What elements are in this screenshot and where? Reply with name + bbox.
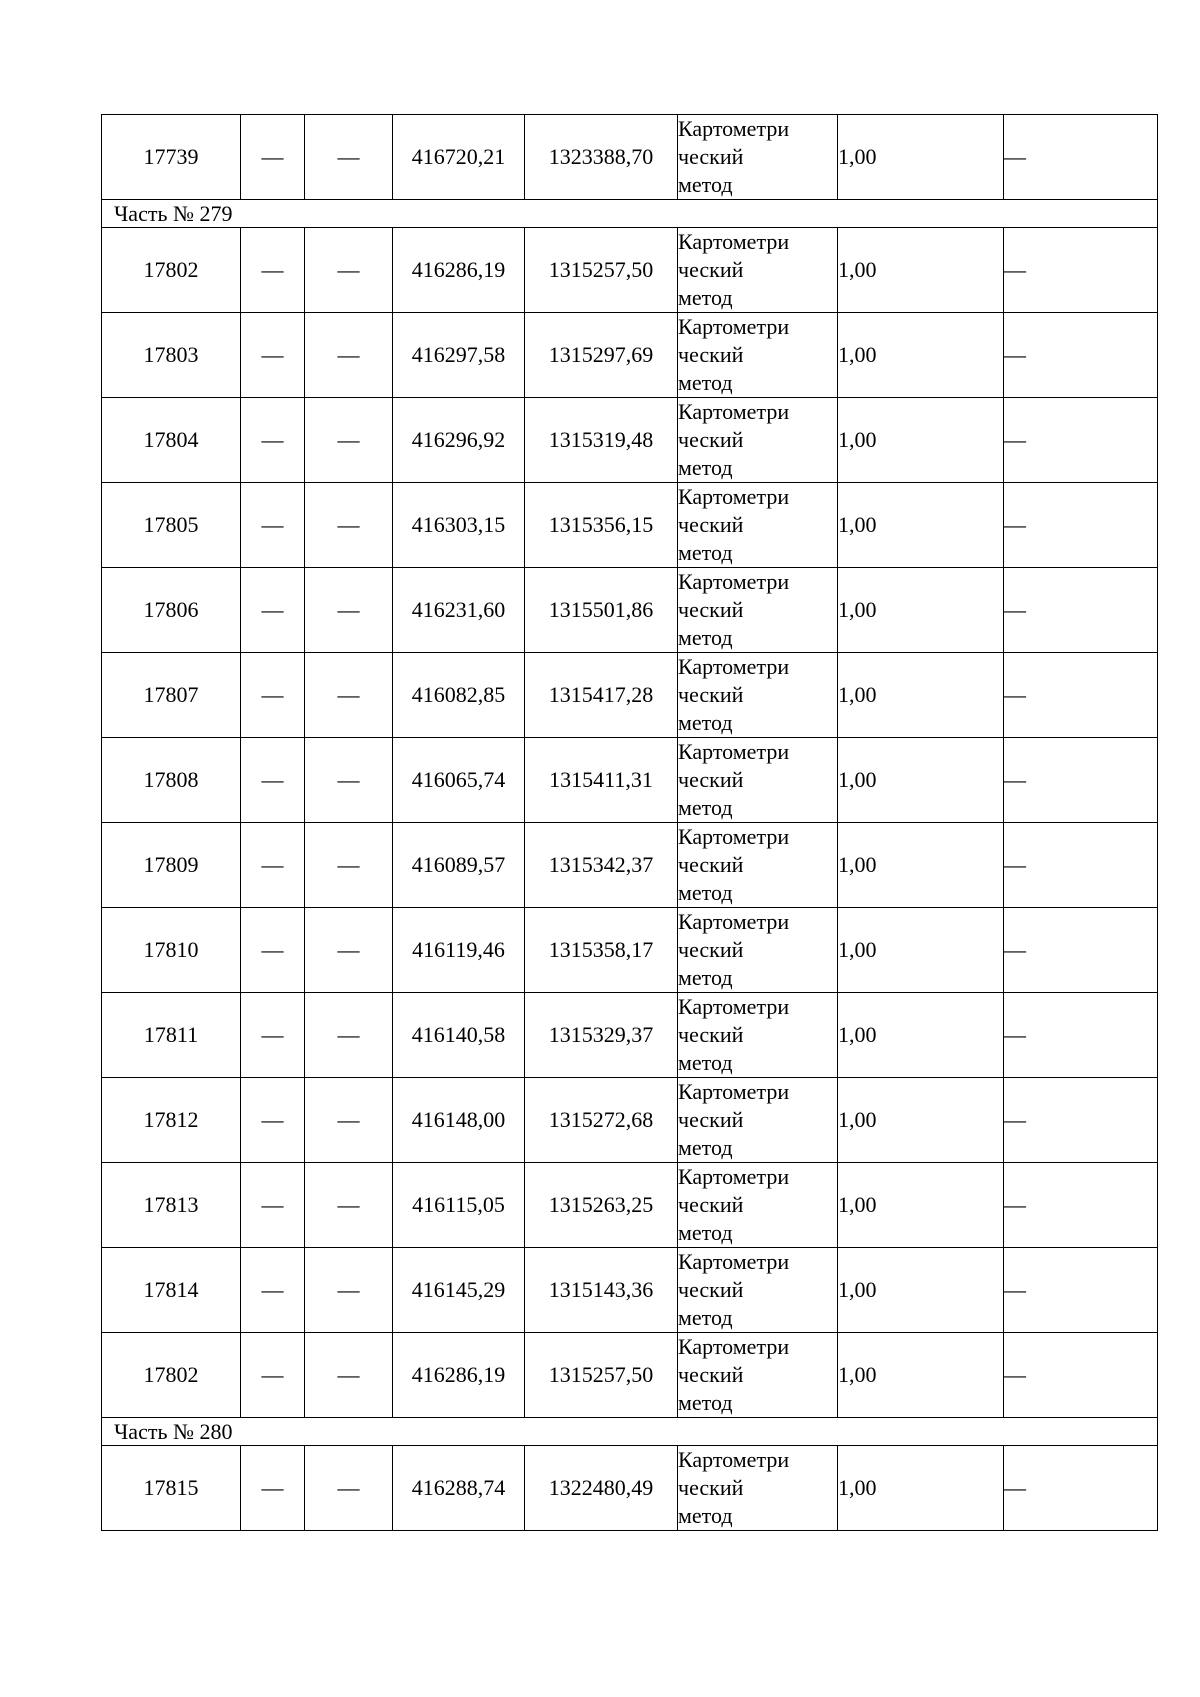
table-row — [102, 908, 1158, 993]
x-coordinate-cell: 416297,58 — [393, 313, 525, 398]
description-cell: — — [1004, 1333, 1158, 1418]
x-coordinate-cell: 416288,74 — [393, 1446, 525, 1531]
method-text-line: метод — [678, 965, 733, 990]
description-cell: — — [1004, 908, 1158, 993]
accuracy-cell: 1,00 — [838, 908, 1004, 993]
method-text-line: Картометри — [678, 654, 790, 679]
old-y-cell: — — [305, 653, 393, 738]
accuracy-cell: 1,00 — [838, 398, 1004, 483]
old-x-cell: — — [241, 568, 305, 653]
method-text-line: ческий — [678, 1107, 744, 1132]
method-text-line: Картометри — [678, 399, 790, 424]
method-text-line: метод — [678, 880, 733, 905]
accuracy-cell: 1,00 — [838, 1248, 1004, 1333]
old-y-cell: — — [305, 313, 393, 398]
point-number-cell: 17805 — [102, 483, 241, 568]
method-text-line: Картометри — [678, 994, 790, 1019]
y-coordinate-cell: 1323388,70 — [525, 115, 678, 200]
method-text-line: ческий — [678, 767, 744, 792]
method-cell — [678, 1446, 838, 1531]
method-cell — [678, 398, 838, 483]
method-text-line: ческий — [678, 852, 744, 877]
part-label: Часть № 279 — [102, 200, 1158, 228]
old-x-cell: — — [241, 653, 305, 738]
accuracy-cell: 1,00 — [838, 993, 1004, 1078]
point-number-cell: 17811 — [102, 993, 241, 1078]
old-x-cell: — — [241, 1333, 305, 1418]
method-text-line: Картометри — [678, 909, 790, 934]
table-row — [102, 1248, 1158, 1333]
method-text-line: метод — [678, 625, 733, 650]
method-cell — [678, 823, 838, 908]
table-row — [102, 823, 1158, 908]
method-cell — [678, 653, 838, 738]
x-coordinate-cell: 416286,19 — [393, 228, 525, 313]
method-text-line: Картометри — [678, 739, 790, 764]
x-coordinate-cell: 416286,19 — [393, 1333, 525, 1418]
description-cell: — — [1004, 483, 1158, 568]
method-text-line: Картометри — [678, 116, 790, 141]
accuracy-cell: 1,00 — [838, 823, 1004, 908]
old-x-cell: — — [241, 398, 305, 483]
method-text-line: метод — [678, 1135, 733, 1160]
old-y-cell: — — [305, 1333, 393, 1418]
method-text-line: метод — [678, 1050, 733, 1075]
x-coordinate-cell: 416148,00 — [393, 1078, 525, 1163]
point-number-cell: 17739 — [102, 115, 241, 200]
point-number-cell: 17807 — [102, 653, 241, 738]
x-coordinate-cell: 416140,58 — [393, 993, 525, 1078]
old-x-cell: — — [241, 228, 305, 313]
table-row — [102, 228, 1158, 313]
old-y-cell: — — [305, 738, 393, 823]
method-cell — [678, 568, 838, 653]
method-text-line: Картометри — [678, 1249, 790, 1274]
accuracy-cell: 1,00 — [838, 1446, 1004, 1531]
accuracy-cell: 1,00 — [838, 1078, 1004, 1163]
point-number-cell: 17806 — [102, 568, 241, 653]
x-coordinate-cell: 416303,15 — [393, 483, 525, 568]
method-text-line: ческий — [678, 257, 744, 282]
method-cell — [678, 1078, 838, 1163]
table-row — [102, 1163, 1158, 1248]
accuracy-cell: 1,00 — [838, 115, 1004, 200]
old-x-cell: — — [241, 823, 305, 908]
point-number-cell: 17809 — [102, 823, 241, 908]
old-x-cell: — — [241, 313, 305, 398]
y-coordinate-cell: 1315501,86 — [525, 568, 678, 653]
description-cell: — — [1004, 738, 1158, 823]
y-coordinate-cell: 1315263,25 — [525, 1163, 678, 1248]
coordinates-table — [101, 114, 1158, 1531]
method-text-line: метод — [678, 795, 733, 820]
accuracy-cell: 1,00 — [838, 483, 1004, 568]
accuracy-cell: 1,00 — [838, 738, 1004, 823]
description-cell: — — [1004, 1446, 1158, 1531]
table-row — [102, 313, 1158, 398]
old-y-cell: — — [305, 568, 393, 653]
y-coordinate-cell: 1315329,37 — [525, 993, 678, 1078]
y-coordinate-cell: 1315257,50 — [525, 228, 678, 313]
old-y-cell: — — [305, 483, 393, 568]
x-coordinate-cell: 416082,85 — [393, 653, 525, 738]
coordinates-table-body — [102, 115, 1158, 1531]
accuracy-cell: 1,00 — [838, 1163, 1004, 1248]
method-text-line: ческий — [678, 512, 744, 537]
point-number-cell: 17804 — [102, 398, 241, 483]
table-row — [102, 115, 1158, 200]
point-number-cell: 17813 — [102, 1163, 241, 1248]
y-coordinate-cell: 1315411,31 — [525, 738, 678, 823]
part-header-row — [102, 200, 1158, 228]
old-y-cell: — — [305, 1446, 393, 1531]
point-number-cell: 17802 — [102, 1333, 241, 1418]
accuracy-cell: 1,00 — [838, 653, 1004, 738]
part-header-row — [102, 1418, 1158, 1446]
method-cell — [678, 993, 838, 1078]
old-y-cell: — — [305, 1248, 393, 1333]
table-row — [102, 993, 1158, 1078]
accuracy-cell: 1,00 — [838, 1333, 1004, 1418]
description-cell: — — [1004, 1163, 1158, 1248]
method-text-line: Картометри — [678, 569, 790, 594]
old-x-cell: — — [241, 1078, 305, 1163]
method-text-line: метод — [678, 370, 733, 395]
description-cell: — — [1004, 313, 1158, 398]
description-cell: — — [1004, 653, 1158, 738]
description-cell: — — [1004, 1248, 1158, 1333]
method-text-line: ческий — [678, 937, 744, 962]
y-coordinate-cell: 1315272,68 — [525, 1078, 678, 1163]
method-text-line: ческий — [678, 1192, 744, 1217]
table-row — [102, 653, 1158, 738]
method-text-line: Картометри — [678, 314, 790, 339]
description-cell: — — [1004, 115, 1158, 200]
table-row — [102, 738, 1158, 823]
old-y-cell: — — [305, 398, 393, 483]
y-coordinate-cell: 1315417,28 — [525, 653, 678, 738]
point-number-cell: 17808 — [102, 738, 241, 823]
point-number-cell: 17803 — [102, 313, 241, 398]
method-text-line: Картометри — [678, 229, 790, 254]
point-number-cell: 17802 — [102, 228, 241, 313]
x-coordinate-cell: 416065,74 — [393, 738, 525, 823]
x-coordinate-cell: 416145,29 — [393, 1248, 525, 1333]
method-text-line: метод — [678, 172, 733, 197]
method-cell — [678, 738, 838, 823]
point-number-cell: 17810 — [102, 908, 241, 993]
old-x-cell: — — [241, 738, 305, 823]
x-coordinate-cell: 416119,46 — [393, 908, 525, 993]
point-number-cell: 17814 — [102, 1248, 241, 1333]
table-row — [102, 1333, 1158, 1418]
method-text-line: ческий — [678, 144, 744, 169]
y-coordinate-cell: 1315257,50 — [525, 1333, 678, 1418]
method-text-line: метод — [678, 1220, 733, 1245]
method-text-line: метод — [678, 540, 733, 565]
y-coordinate-cell: 1315319,48 — [525, 398, 678, 483]
part-label: Часть № 280 — [102, 1418, 1158, 1446]
method-text-line: метод — [678, 285, 733, 310]
method-cell — [678, 313, 838, 398]
method-text-line: метод — [678, 1305, 733, 1330]
old-x-cell: — — [241, 1248, 305, 1333]
accuracy-cell: 1,00 — [838, 568, 1004, 653]
method-text-line: Картометри — [678, 484, 790, 509]
old-x-cell: — — [241, 115, 305, 200]
method-text-line: ческий — [678, 1022, 744, 1047]
method-text-line: ческий — [678, 342, 744, 367]
old-y-cell: — — [305, 115, 393, 200]
method-text-line: метод — [678, 1390, 733, 1415]
point-number-cell: 17812 — [102, 1078, 241, 1163]
old-x-cell: — — [241, 993, 305, 1078]
method-cell — [678, 1333, 838, 1418]
method-cell — [678, 1163, 838, 1248]
method-text-line: Картометри — [678, 1164, 790, 1189]
x-coordinate-cell: 416115,05 — [393, 1163, 525, 1248]
method-text-line: ческий — [678, 597, 744, 622]
table-row — [102, 398, 1158, 483]
y-coordinate-cell: 1315297,69 — [525, 313, 678, 398]
method-cell — [678, 115, 838, 200]
old-y-cell: — — [305, 908, 393, 993]
method-cell — [678, 483, 838, 568]
description-cell: — — [1004, 568, 1158, 653]
method-cell — [678, 228, 838, 313]
method-text-line: Картометри — [678, 1447, 790, 1472]
method-text-line: метод — [678, 1503, 733, 1528]
method-cell — [678, 1248, 838, 1333]
description-cell: — — [1004, 993, 1158, 1078]
description-cell: — — [1004, 228, 1158, 313]
method-text-line: Картометри — [678, 824, 790, 849]
y-coordinate-cell: 1315356,15 — [525, 483, 678, 568]
old-x-cell: — — [241, 1163, 305, 1248]
method-text-line: ческий — [678, 427, 744, 452]
description-cell: — — [1004, 823, 1158, 908]
description-cell: — — [1004, 398, 1158, 483]
table-row — [102, 1446, 1158, 1531]
y-coordinate-cell: 1322480,49 — [525, 1446, 678, 1531]
x-coordinate-cell: 416296,92 — [393, 398, 525, 483]
table-row — [102, 568, 1158, 653]
table-row — [102, 483, 1158, 568]
description-cell: — — [1004, 1078, 1158, 1163]
old-x-cell: — — [241, 483, 305, 568]
old-x-cell: — — [241, 908, 305, 993]
method-text-line: ческий — [678, 1362, 744, 1387]
x-coordinate-cell: 416231,60 — [393, 568, 525, 653]
old-y-cell: — — [305, 993, 393, 1078]
x-coordinate-cell: 416720,21 — [393, 115, 525, 200]
x-coordinate-cell: 416089,57 — [393, 823, 525, 908]
old-y-cell: — — [305, 823, 393, 908]
method-text-line: Картометри — [678, 1079, 790, 1104]
old-y-cell: — — [305, 1078, 393, 1163]
method-text-line: ческий — [678, 682, 744, 707]
accuracy-cell: 1,00 — [838, 228, 1004, 313]
method-cell — [678, 908, 838, 993]
method-text-line: Картометри — [678, 1334, 790, 1359]
method-text-line: метод — [678, 455, 733, 480]
point-number-cell: 17815 — [102, 1446, 241, 1531]
y-coordinate-cell: 1315358,17 — [525, 908, 678, 993]
y-coordinate-cell: 1315342,37 — [525, 823, 678, 908]
old-x-cell: — — [241, 1446, 305, 1531]
method-text-line: ческий — [678, 1277, 744, 1302]
accuracy-cell: 1,00 — [838, 313, 1004, 398]
method-text-line: метод — [678, 710, 733, 735]
y-coordinate-cell: 1315143,36 — [525, 1248, 678, 1333]
method-text-line: ческий — [678, 1475, 744, 1500]
table-row — [102, 1078, 1158, 1163]
old-y-cell: — — [305, 228, 393, 313]
old-y-cell: — — [305, 1163, 393, 1248]
